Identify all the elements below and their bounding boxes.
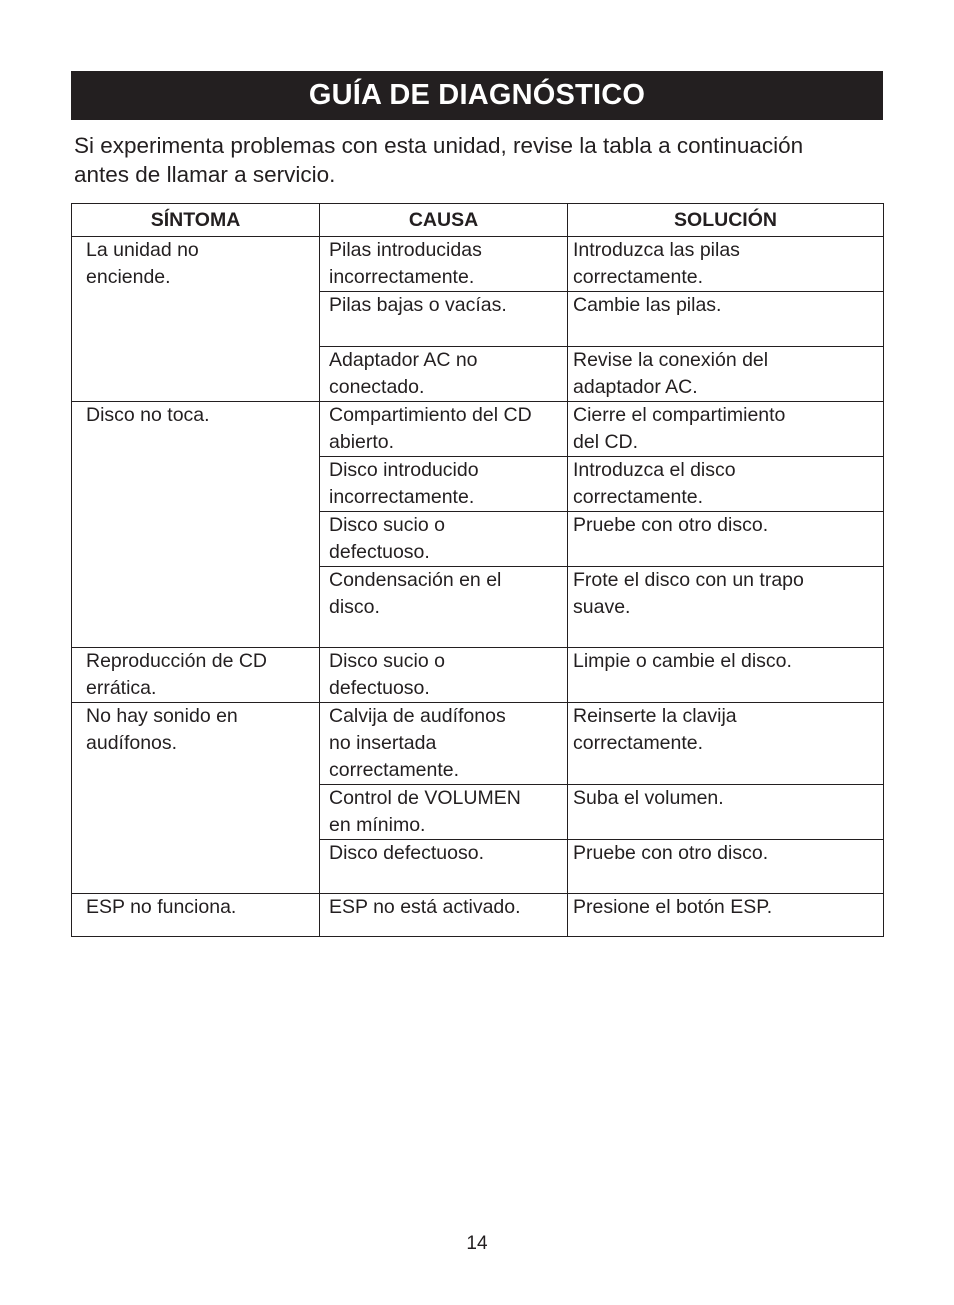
solution-cell: Suba el volumen. <box>568 785 884 840</box>
cause-cell: ESP no está activado. <box>320 894 568 937</box>
solution-cell: Pruebe con otro disco. <box>568 512 884 567</box>
page-title: GUÍA DE DIAGNÓSTICO <box>71 71 883 120</box>
symptom-cell: Disco no toca. <box>72 402 320 648</box>
solution-cell: Revise la conexión del adaptador AC. <box>568 347 884 402</box>
cause-cell: Calvija de audífonos no insertada correctamente. <box>320 703 568 785</box>
solution-cell: Introduzca el disco correctamente. <box>568 457 884 512</box>
cause-cell: Disco introducido incorrectamente. <box>320 457 568 512</box>
table-row <box>72 648 884 703</box>
table-row <box>72 402 884 457</box>
header-solution: SOLUCIÓN <box>568 204 884 237</box>
intro-line-2: antes de llamar a servicio. <box>74 162 336 187</box>
cause-cell: Compartimiento del CD abierto. <box>320 402 568 457</box>
cause-cell: Pilas introducidas incorrectamente. <box>320 237 568 292</box>
solution-cell: Presione el botón ESP. <box>568 894 884 937</box>
solution-cell: Cambie las pilas. <box>568 292 884 347</box>
table-row <box>72 237 884 292</box>
symptom-cell: Reproducción de CD errática. <box>72 648 320 703</box>
intro-paragraph <box>74 131 894 189</box>
solution-cell: Cierre el compartimiento del CD. <box>568 402 884 457</box>
solution-cell: Introduzca las pilas correctamente. <box>568 237 884 292</box>
solution-cell: Limpie o cambie el disco. <box>568 648 884 703</box>
symptom-cell: No hay sonido en audífonos. <box>72 703 320 894</box>
troubleshooting-table <box>71 203 884 937</box>
table-row <box>72 703 884 785</box>
cause-cell: Disco defectuoso. <box>320 840 568 894</box>
cause-cell: Adaptador AC no conectado. <box>320 347 568 402</box>
table-header-row <box>72 204 884 237</box>
page-number: 14 <box>466 1233 488 1254</box>
symptom-cell: ESP no funciona. <box>72 894 320 937</box>
header-cause: CAUSA <box>320 204 568 237</box>
intro-line-1: Si experimenta problemas con esta unidad, revise la tabla a continuación <box>74 133 804 158</box>
solution-cell: Frote el disco con un trapo suave. <box>568 567 884 648</box>
cause-cell: Disco sucio o defectuoso. <box>320 512 568 567</box>
cause-cell: Pilas bajas o vacías. <box>320 292 568 347</box>
solution-cell: Pruebe con otro disco. <box>568 840 884 894</box>
symptom-cell: La unidad no enciende. <box>72 237 320 402</box>
table-row <box>72 894 884 937</box>
cause-cell: Condensación en el disco. <box>320 567 568 648</box>
cause-cell: Control de VOLUMEN en mínimo. <box>320 785 568 840</box>
cause-cell: Disco sucio o defectuoso. <box>320 648 568 703</box>
solution-cell: Reinserte la clavija correctamente. <box>568 703 884 785</box>
header-symptom: SÍNTOMA <box>72 204 320 237</box>
